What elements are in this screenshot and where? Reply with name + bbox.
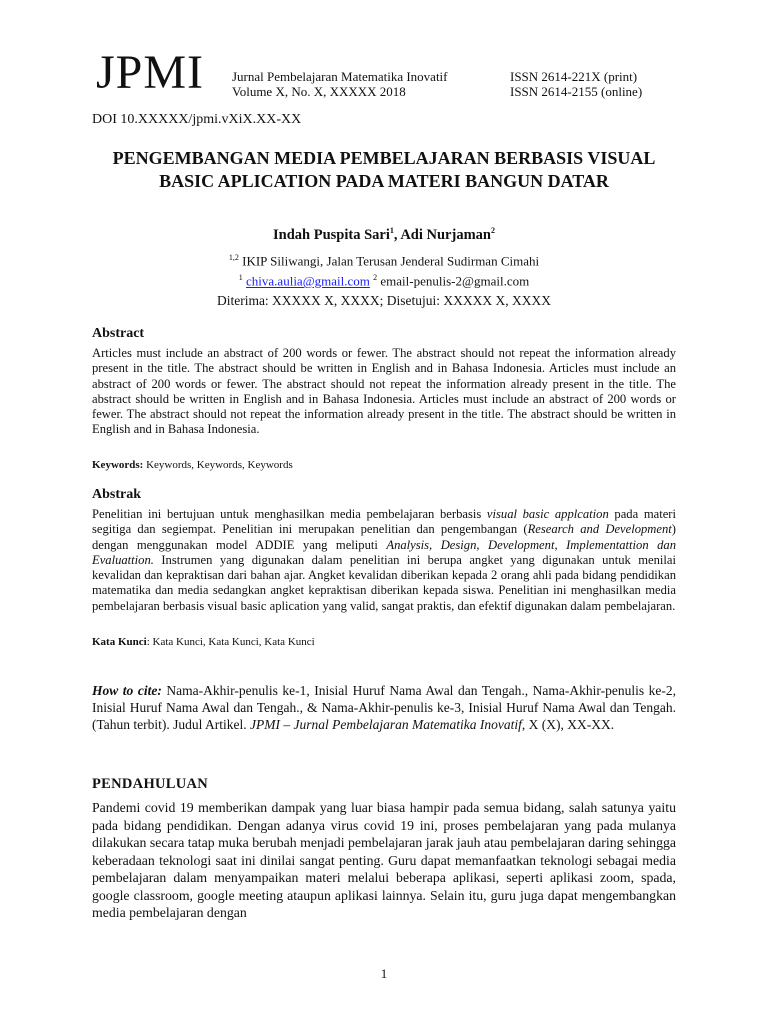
kata-kunci-label: Kata Kunci — [92, 636, 147, 648]
abstrak-italic-2: Research and Development — [527, 522, 672, 537]
abstrak-text — [92, 507, 676, 614]
cite-label: How to cite: — [92, 683, 162, 698]
kata-kunci-line — [92, 636, 315, 648]
pendahuluan-text: Pandemi covid 19 memberikan dampak yang luar biasa hampir pada semua bidang, salah satunya yaitu pada bidang pendidikan. Dengan adanya virus covid 19 ini, proses pembelajaran yang pada mulanya dilakukan secara tatap muka berubah menjadi pembelajaran jarak jauh atau pembelajaran daring sehingga keberadaan teknologi saat ini dinilai sangat penting. Guru dapat memanfaatkan teknologi sebagai media pembelajaran dalam menyampaikan materi melalui beberapa aplikasi, seperti aplikasi zoom, spada, google classroom, google meeting ataupun aplikasi lainnya. Selain itu, guru juga dapat mengembangkan media pembelajaran dengan — [92, 800, 676, 920]
cite-tail: , X (X), XX-XX. — [521, 717, 615, 732]
abstrak-italic-3: Analysis, Design, Development, Implementattion dan Evaluattion. — [92, 537, 677, 567]
author-1-sup: 1 — [389, 226, 394, 235]
cite-text: Nama-Akhir-penulis ke-1, Inisial Huruf Nama Awal dan Tengah., Nama-Akhir-penulis ke-2, Inisial Huruf Nama Awal dan Tengah., & Nama-Akhir-penulis ke-3, Inisial Huruf Nama Awal dan Tengah. (Tahun terbit). Judul Artikel. — [92, 683, 676, 732]
journal-name: Jurnal Pembelajaran Matematika Inovatif — [232, 69, 448, 84]
email-2: email-penulis-2@gmail.com — [377, 273, 530, 289]
affiliation-sup: 1,2 — [228, 253, 239, 262]
abstrak-heading: Abstrak — [92, 487, 142, 502]
abstrak-text-1: Penelitian ini bertujuan untuk menghasilkan media pembelajaran berbasis — [92, 507, 487, 521]
author-1: Indah Puspita Sari — [273, 226, 390, 243]
keywords-label: Keywords: — [92, 459, 144, 471]
authors — [92, 226, 676, 244]
doi: DOI 10.XXXXX/jpmi.vXiX.XX-XX — [92, 112, 302, 127]
author-separator: , — [393, 226, 401, 243]
pendahuluan-heading: PENDAHULUAN — [92, 776, 209, 792]
submission-dates: Diterima: XXXXX X, XXXX; Disetujui: XXXXX X, XXXX — [216, 293, 552, 308]
email-1-link[interactable]: chiva.aulia@gmail.com — [246, 273, 370, 289]
journal-volume: Volume X, No. X, XXXXX 2018 — [232, 84, 406, 99]
keywords-values: Keywords, Keywords, Keywords — [143, 459, 293, 471]
keywords-line — [92, 459, 293, 471]
email2-sup: 2 — [373, 273, 378, 283]
abstrak-italic-1: visual basic applcation — [486, 507, 609, 521]
page-number: 1 — [380, 966, 388, 981]
email1-sup: 1 — [238, 273, 243, 283]
how-to-cite — [92, 682, 676, 733]
author-2-sup: 2 — [490, 226, 495, 235]
abstract-heading: Abstract — [92, 326, 145, 341]
journal-logo: JPMI — [96, 46, 205, 99]
abstrak-text-3: ) dengan menggunakan model ADDIE yang meliputi — [92, 522, 676, 552]
affiliation — [92, 249, 676, 290]
kata-kunci-values: : Kata Kunci, Kata Kunci, Kata Kunci — [146, 636, 315, 648]
abstract-text: Articles must include an abstract of 200 words or fewer. The abstract should not repeat the information already present in the title. The abstract should be written in English and in Bahasa Indonesia. Articles must include an abstract of 200 words or fewer. The abstract should not repeat the information already present in the title. The abstract should be written in English and in Bahasa Indonesia. Articles must include an abstract of 200 words or fewer. The abstract should not repeat the information already present in the title. The abstract should be written in English and in Bahasa Indonesia. — [92, 346, 676, 437]
abstrak-text-4: Instrumen yang digunakan dalam penelitian ini berupa angket yang digunakan untuk menilai kevalidan dan kepraktisan dari bahan ajar. Angket kevalidan diberikan kepada 2 orang ahli pada bidang pendidikan matematika dan media sedangkan angket kepraktisan diberikan kepada siswa. Penelitian ini menghasilkan media pembelajaran berbasis visual basic aplication yang valid, sangat praktis, dan efektif digunakan dalam pembelajaran. — [92, 552, 676, 613]
affiliation-institution: IKIP Siliwangi, Jalan Terusan Jenderal Sudirman Cimahi — [238, 253, 540, 269]
issn-print: ISSN 2614-221X (print) — [510, 69, 638, 84]
issn-online: ISSN 2614-2155 (online) — [510, 84, 643, 99]
cite-journal: JPMI – Jurnal Pembelajaran Matematika Inovatif — [250, 717, 522, 732]
article-title: PENGEMBANGAN MEDIA PEMBELAJARAN BERBASIS VISUAL BASIC APLICATION PADA MATERI BANGUN DATAR — [112, 148, 656, 191]
abstrak-text-2: pada materi segitiga dan segiempat. Penelitian ini merupakan penelitian dan pengembangan ( — [92, 507, 676, 537]
author-2: Adi Nurjaman — [400, 226, 491, 243]
